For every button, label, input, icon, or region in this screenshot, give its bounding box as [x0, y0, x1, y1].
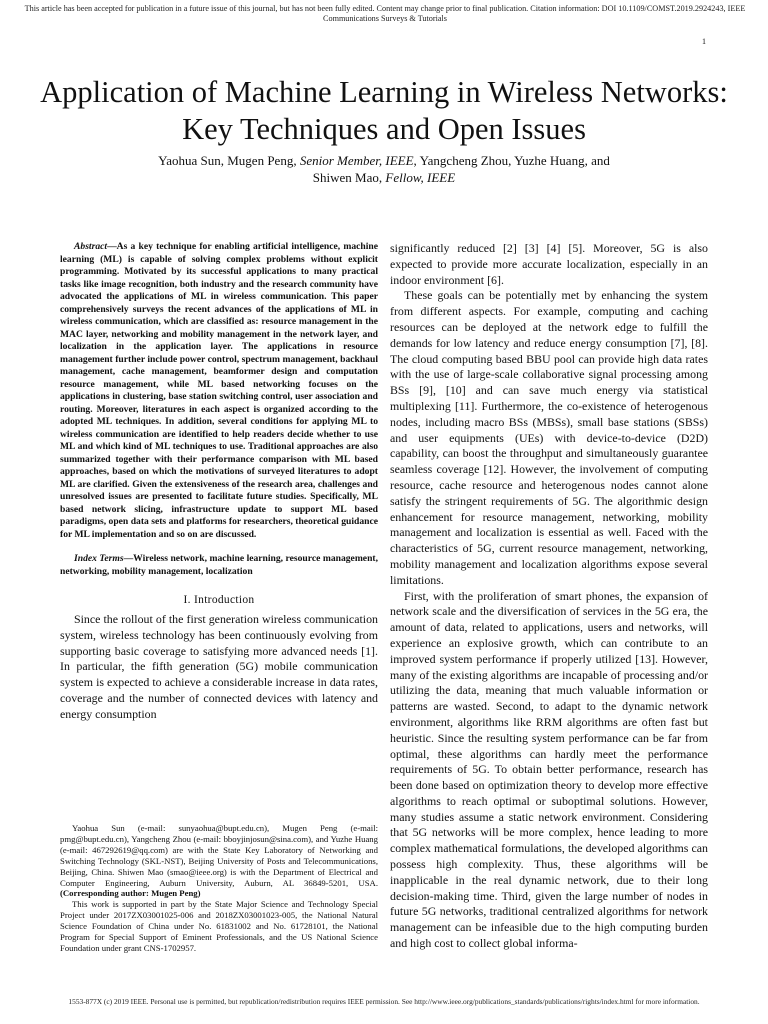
authors-part-3: Shiwen Mao, — [312, 170, 386, 185]
index-terms-text: —Wireless network, machine learning, resource management, networking, mobility management, localization — [60, 553, 378, 577]
intro-paragraph-1: Since the rollout of the first generation wireless communication system, wireless technology has been continuously evolving from supporting basic coverage to satisfying more advanced needs [1]. In particular, the fifth generation (5G) mobile communication system is expected to achieve a considerable increase in data rates, coverage and the number of connected devices with latency and energy consumption — [60, 612, 378, 721]
paper-title: Application of Machine Learning in Wireless Networks: Key Techniques and Open Issues — [40, 75, 728, 146]
section-heading-introduction: I. Introduction — [183, 594, 255, 606]
page-number: 1 — [702, 37, 706, 46]
footnote-funding: This work is supported in part by the State Major Science and Technology Special Project under 2017ZX03001025-006 and 2018ZX03001023-005, the National Natural Science Foundation of China under No. 61831002 and No. 61728101, the National Program for Special Support of Eminent Professionals, and the US National Science Foundation under grant CNS-1702957. — [60, 899, 378, 953]
footnote-affiliations — [60, 823, 378, 899]
abstract — [60, 241, 378, 541]
corresponding-author: (Corresponding author: Mugen Peng) — [60, 888, 201, 899]
header-line-1: This article has been accepted for publication in a future issue of this journal, but has not been fully edited. Content may change prior to final publication. Citation information: DOI 10.1109/COMST.2019.2924243, IEEE — [24, 4, 746, 13]
author-list — [100, 152, 668, 186]
right-paragraph-1: significantly reduced [2] [3] [4] [5]. Moreover, 5G is also expected to provide more accurate localization, especially in an indoor environment [6]. — [390, 241, 708, 287]
right-paragraph-2: These goals can be potentially met by enhancing the system from different aspects. For example, computing and caching resources can be deployed at the network edge to fulfill the demands for low latency and reduce energy consumption [7], [8]. The cloud computing based BBU pool can provide high data rates with the use of large-scale collaborative signal processing among BSs [9], [10] and can save much energy via statistical multiplexing [11]. Furthermore, the co-existence of heterogenous nodes, including macro BSs (MBSs), small base stations (SBSs) and user equipments (UEs) with device-to-device (D2D) capability, can boost the throughput and simultaneously guarantee seamless coverage [12]. However, the involvement of computing resource, cache resource and heterogenous nodes cannot alone satisfy the stringent requirements of 5G. The algorithmic design enhancement for resource management, networking, mobility management and localization is essential as well. Faced with the characteristics of 5G, current resource management, networking, mobility management and localization algorithms expose several limitations. — [390, 288, 708, 587]
index-terms — [60, 553, 378, 578]
left-column — [60, 241, 378, 723]
journal-header — [22, 4, 748, 24]
author-role-2: Fellow, IEEE — [385, 170, 456, 185]
authors-part-2: , Yangcheng Zhou, Yuzhe Huang, and — [413, 153, 610, 168]
right-column — [390, 241, 708, 952]
author-role-1: Senior Member, IEEE — [299, 153, 414, 168]
index-terms-label: Index Terms — [74, 553, 124, 564]
abstract-text: —As a key technique for enabling artificial intelligence, machine learning (ML) is capable of solving complex problems without explicit programming. Motivated by its successful applications to many practical tasks like image recognition, both industry and the research community have advocated the applications of ML in wireless communication. This paper comprehensively surveys the recent advances of the applications of ML in wireless communication, which are classified as: resource management in the MAC layer, networking and mobility management in the network layer, and localization in the application layer. The applications in resource management further include power control, spectrum management, backhaul management, cache management, beamformer design and computation resource management, while ML based networking focuses on the applications in clustering, base station switching control, user association and routing. Moreover, literatures in each aspect is organized according to the adopted ML techniques. In addition, several conditions for applying ML to wireless communication are identified to help readers decide whether to use ML and which kind of ML techniques to use. Traditional approaches are also summarized together with their performance comparison with ML based approaches, based on which the motivations of surveyed literatures to adopt ML are clarified. Given the extensiveness of the research area, challenges and unresolved issues are presented to facilitate future studies. Specifically, ML based network slicing, infrastructure update to support ML based paradigms, open data sets and platforms for researchers, theoretical guidance for ML implementation and so on are discussed. — [60, 241, 378, 540]
copyright-footer: 1553-877X (c) 2019 IEEE. Personal use is permitted, but republication/redistribution requires IEEE permission. See http://www.ieee.org/publications_standards/publications/rights/index.html for more information. — [68, 997, 700, 1006]
abstract-label: Abstract — [74, 241, 108, 252]
header-line-2: Communications Surveys & Tutorials — [323, 14, 447, 23]
footnote-affiliations-text: Yaohua Sun (e-mail: sunyaohua@bupt.edu.cn), Mugen Peng (e-mail: pmg@bupt.edu.cn), Yangcheng Zhou (e-mail: bboyjinjosun@sina.com), and Yuzhe Huang (e-mail: 467292619@qq.com) are with the State Key Laboratory of Networking and Switching Technology (SKL-NST), Beijing University of Posts and Telecommunications, Beijing, China. Shiwen Mao (smao@ieee.org) is with the Department of Electrical and Computer Engineering, Auburn University, Auburn, AL 36849-5201, USA. — [60, 823, 378, 888]
footnotes — [60, 823, 378, 954]
authors-part-1: Yaohua Sun, Mugen Peng, — [158, 153, 300, 168]
right-paragraph-3: First, with the proliferation of smart phones, the expansion of network scale and the diversification of services in the 5G era, the amount of data, related to applications, users and networks, will experience an explosive growth, which can contribute to an improved system performance if properly utilized [13]. However, many of the existing algorithms are incapable of processing and/or utilizing the data, meaning that much valuable information or patterns are wasted. Second, to adapt to the dynamic network environment, algorithms like RRM algorithms are often fast but heuristic. Since the resulting system performance can be far from optimal, these algorithms can hardly meet the performance requirements of 5G. To obtain better performance, research has been done based on optimization theory to develop more effective algorithms to reach optimal or suboptimal solutions. However, many studies assume a static network environment. Considering that 5G networks will be more complex, hence leading to more complex mathematical formulations, the developed algorithms can possess high complexity. Thus, these algorithms will be inapplicable in the real dynamic network, due to their long decision-making time. Third, given the large number of nodes in future 5G networks, traditional centralized algorithms for network management can be infeasible due to the high computing burden and high cost to collect global informa- — [390, 588, 708, 951]
